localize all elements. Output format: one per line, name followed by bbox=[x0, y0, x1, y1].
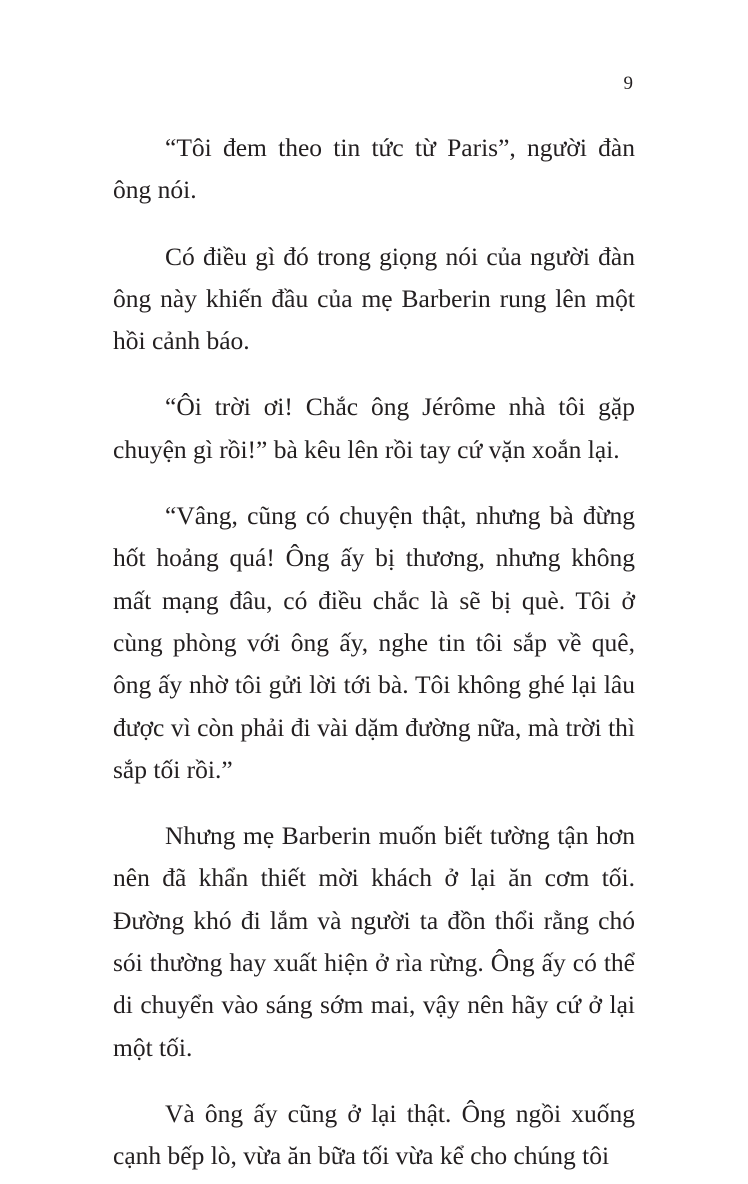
paragraph: “Ôi trời ơi! Chắc ông Jérôme nhà tôi gặp chuyện gì rồi!” bà kêu lên rồi tay cứ vặn xoắn lại. bbox=[113, 392, 635, 464]
page-number: 9 bbox=[623, 73, 633, 94]
body-text bbox=[113, 127, 635, 1178]
paragraph: Nhưng mẹ Barberin muốn biết tường tận hơn nên đã khẩn thiết mời khách ở lại ăn cơm tối. Đường khó đi lắm và người ta đồn thổi rằng chó sói thường hay xuất hiện ở rìa rừng. Ông ấy có thể di chuyển vào sáng sớm mai, vậy nên hãy cứ ở lại một tối. bbox=[113, 821, 635, 1062]
paragraph: “Vâng, cũng có chuyện thật, nhưng bà đừng hốt hoảng quá! Ông ấy bị thương, nhưng không mất mạng đâu, có điều chắc là sẽ bị què. Tôi ở cùng phòng với ông ấy, nghe tin tôi sắp về quê, ông ấy nhờ tôi gửi lời tới bà. Tôi không ghé lại lâu được vì còn phải đi vài dặm đường nữa, mà trời thì sắp tối rồi.” bbox=[113, 501, 635, 784]
paragraph: Và ông ấy cũng ở lại thật. Ông ngồi xuống cạnh bếp lò, vừa ăn bữa tối vừa kể cho chúng tôi bbox=[113, 1098, 635, 1171]
paragraph: “Tôi đem theo tin tức từ Paris”, người đàn ông nói. bbox=[113, 133, 635, 205]
paragraph: Có điều gì đó trong giọng nói của người đàn ông này khiến đầu của mẹ Barberin rung lên một hồi cảnh báo. bbox=[113, 241, 635, 356]
